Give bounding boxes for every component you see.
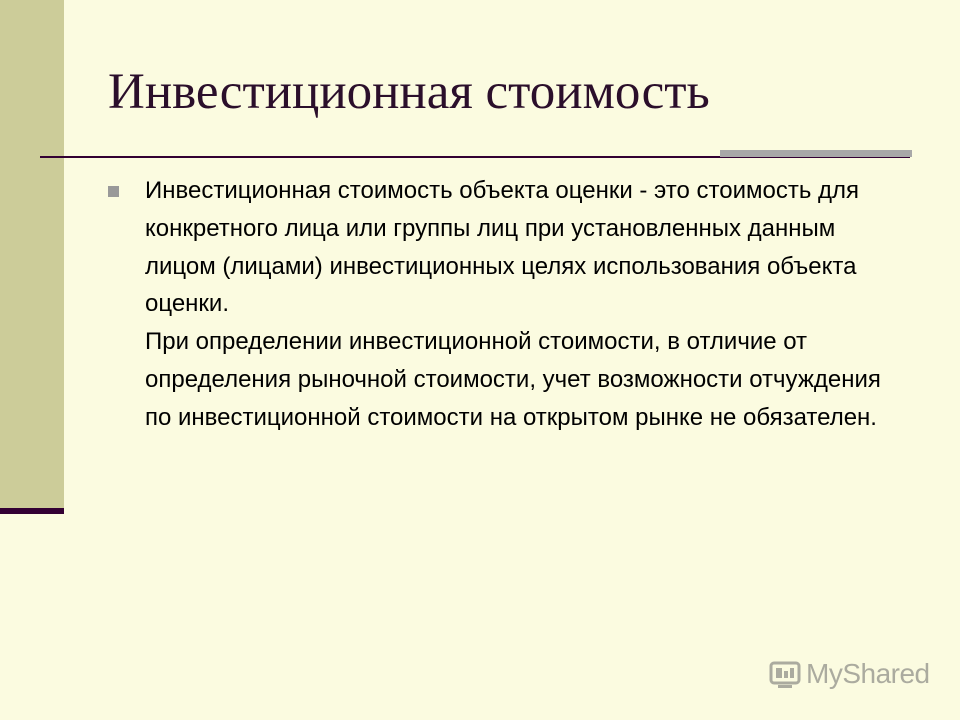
left-decorative-bar: [0, 0, 64, 512]
bullet-paragraph-definition: Инвестиционная стоимость объекта оценки - это стоимость для конкретного лица или группы лиц при установленных данным лицом (лицами) инвестиционных целях использования объекта оценки.: [145, 177, 859, 318]
myshared-logo-icon: [768, 657, 802, 691]
bullet-item: [108, 172, 898, 437]
square-bullet-icon: [108, 186, 119, 197]
watermark-text: MyShared: [806, 658, 930, 689]
watermark: [768, 654, 930, 694]
bullet-paragraph-note: При определении инвестиционной стоимости, в отличие от определения рыночной стоимости, учет возможности отчуждения по инвестиционной стоимости на открытом рынке не обязателен.: [145, 328, 881, 431]
title-underline-accent: [720, 150, 912, 157]
slide-title: Инвестиционная стоимость: [108, 64, 710, 120]
left-bar-bottom-line: [0, 508, 64, 514]
bullet-list: [108, 172, 898, 437]
